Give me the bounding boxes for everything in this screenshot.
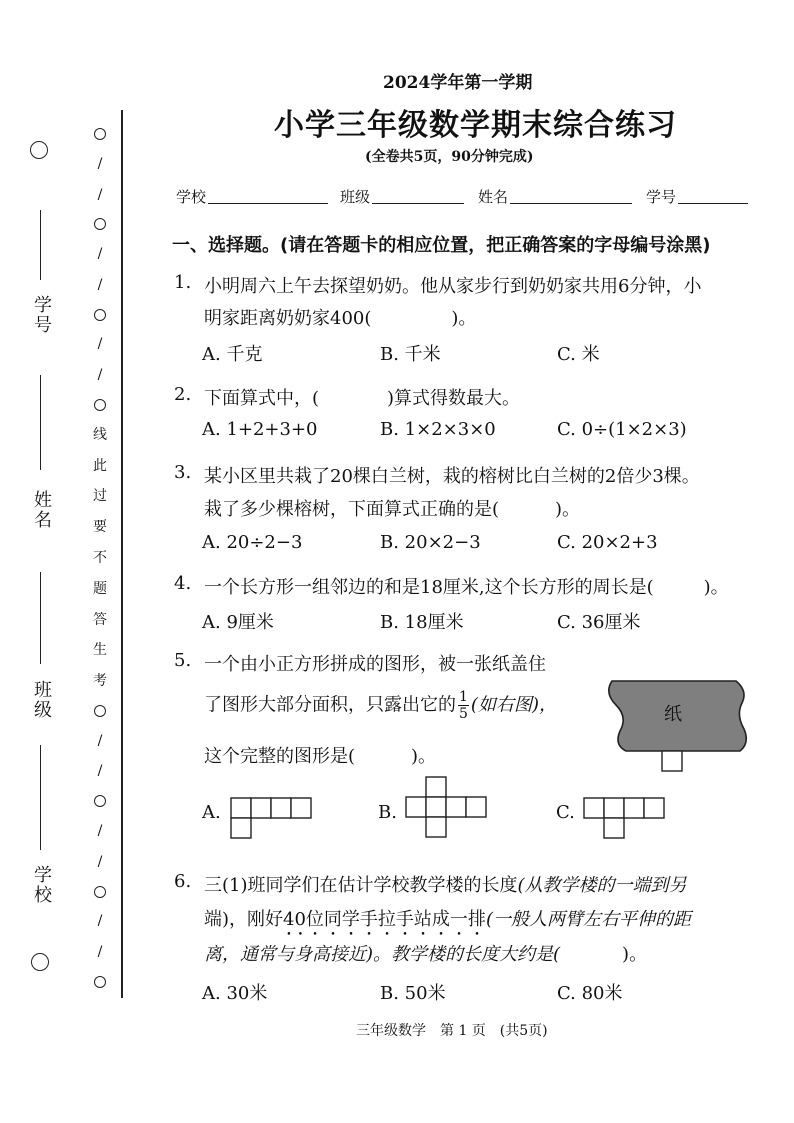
q6-stem-line1: 三(1)班同学们在估计学校教学楼的长度(从教学楼的一端到另 [204, 875, 687, 896]
seal-slash: / [97, 186, 103, 203]
q6-stem-line2: 端)，刚好40位同学手拉手站成一排(一般人两臂左右平伸的距 [204, 909, 691, 930]
q2-option-a[interactable]: A. 1+2+3+0 [202, 419, 318, 440]
seal-slash: / [97, 276, 103, 293]
q6-number: 6. [174, 871, 192, 892]
q4-stem: 一个长方形一组邻边的和是18厘米,这个长方形的周长是( )。 [204, 577, 729, 598]
seal-char: 题 [93, 580, 107, 597]
line-name [40, 375, 41, 470]
q6-option-c[interactable]: C. 80米 [557, 983, 623, 1004]
q5-option-a[interactable]: A. [202, 802, 221, 823]
seal-circle [94, 886, 106, 898]
info-student-id-blank[interactable] [678, 203, 748, 204]
q1-stem-line1: 小明周六上午去探望奶奶。他从家步行到奶奶家共用6分钟，小 [204, 276, 702, 297]
seal-slash: / [97, 913, 103, 930]
seal-char: 答 [93, 611, 107, 628]
info-name-label: 姓名 [478, 188, 509, 206]
seal-slash: / [97, 944, 103, 961]
hole-bottom-circle [31, 953, 49, 971]
seal-char: 不 [93, 549, 107, 566]
q5-stem-line3: 这个完整的图形是( )。 [204, 746, 437, 767]
q5-option-a-figure[interactable] [229, 796, 315, 842]
seal-char: 生 [93, 642, 107, 659]
label-name: 姓名 [31, 490, 52, 530]
seal-slash: / [97, 367, 103, 384]
line-class [40, 572, 41, 664]
seal-line-column [88, 128, 112, 988]
q2-answer-blank[interactable] [319, 390, 387, 404]
q1-option-b[interactable]: B. 千米 [380, 344, 441, 365]
q1-stem-line2: 明家距离奶奶家400( )。 [204, 308, 477, 329]
exam-subtitle: (全卷共5页，90分钟完成) [365, 149, 534, 165]
q6-stem-line3: 离，通常与身高接近)。教学楼的长度大约是( )。 [204, 944, 648, 965]
seal-char: 过 [93, 488, 107, 505]
info-student-id-label: 学号 [646, 188, 677, 206]
line-student-id [40, 210, 41, 280]
q3-option-c[interactable]: C. 20×2+3 [557, 532, 658, 553]
q1-option-a[interactable]: A. 千克 [202, 344, 263, 365]
seal-circle [94, 705, 106, 717]
q5-option-b[interactable]: B. [378, 802, 397, 823]
paper-label: 纸 [664, 704, 682, 725]
q5-stem-line2: 了图形大部分面积，只露出它的 $\frac{1}{5}$ (如右图)， [204, 689, 557, 722]
info-class-label: 班级 [340, 188, 371, 206]
q3-option-b[interactable]: B. 20×2−3 [380, 532, 481, 553]
seal-circle [94, 399, 106, 411]
seal-circle [94, 128, 106, 140]
q5-option-c[interactable]: C. [556, 802, 575, 823]
seal-divider-line [121, 110, 123, 998]
label-school: 学校 [31, 865, 52, 905]
q4-option-c[interactable]: C. 36厘米 [557, 612, 641, 633]
q3-stem-line1: 某小区里共栽了20棵白兰树，栽的榕树比白兰树的2倍少3棵。 [204, 466, 700, 487]
seal-slash: / [97, 763, 103, 780]
seal-circle [94, 976, 106, 988]
q2-option-b[interactable]: B. 1×2×3×0 [380, 419, 496, 440]
q2-option-c[interactable]: C. 0÷(1×2×3) [557, 419, 687, 440]
q4-number: 4. [174, 573, 192, 594]
q3-option-a[interactable]: A. 20÷2−3 [202, 532, 303, 553]
q5-answer-blank[interactable] [355, 748, 411, 762]
seal-slash: / [97, 822, 103, 839]
fraction-one-fifth: $\frac{1}{5}$ [459, 689, 468, 722]
q3-number: 3. [174, 462, 192, 483]
seal-slash: / [97, 246, 103, 263]
q1-number: 1. [174, 272, 192, 293]
seal-circle [94, 309, 106, 321]
exam-term: 2024学年第一学期 [383, 73, 533, 93]
q3-answer-blank[interactable] [499, 501, 555, 515]
q4-option-a[interactable]: A. 9厘米 [202, 612, 274, 633]
info-class-blank[interactable] [372, 203, 464, 204]
seal-slash: / [97, 155, 103, 172]
info-school-blank[interactable] [208, 203, 328, 204]
info-name-blank[interactable] [510, 203, 632, 204]
q5-stem-line1: 一个由小正方形拼成的图形，被一张纸盖住 [204, 654, 546, 675]
q5-option-b-figure[interactable] [404, 775, 490, 841]
q5-option-c-figure[interactable] [582, 796, 668, 842]
q3-stem-line2: 栽了多少棵榕树，下面算式正确的是( )。 [204, 499, 581, 520]
q5-number: 5. [174, 650, 192, 671]
q6-option-b[interactable]: B. 50米 [380, 983, 446, 1004]
seal-slash: / [97, 336, 103, 353]
section-title: 一、选择题。(请在答题卡的相应位置，把正确答案的字母编号涂黑) [172, 235, 711, 256]
seal-slash: / [97, 732, 103, 749]
label-class: 班级 [31, 680, 52, 720]
exposed-square [662, 751, 682, 771]
q1-option-c[interactable]: C. 米 [557, 344, 600, 365]
seal-circle [94, 795, 106, 807]
q6-answer-blank[interactable] [560, 946, 622, 960]
q4-answer-blank[interactable] [654, 579, 704, 593]
q4-option-b[interactable]: B. 18厘米 [380, 612, 464, 633]
label-student-id: 学号 [31, 295, 52, 335]
page-footer: 三年级数学 第 1 页 (共5页) [356, 1023, 548, 1039]
seal-char: 考 [93, 673, 107, 690]
line-school [40, 745, 41, 850]
seal-char: 要 [93, 519, 107, 536]
q2-stem: 下面算式中，( )算式得数最大。 [204, 388, 521, 409]
seal-char: 线 [93, 426, 107, 443]
page-title: 小学三年级数学期末综合练习 [274, 108, 677, 143]
seal-slash: / [97, 853, 103, 870]
q6-option-a[interactable]: A. 30米 [202, 983, 268, 1004]
q1-answer-blank[interactable] [371, 310, 451, 324]
seal-circle [94, 218, 106, 230]
hole-top-circle [30, 141, 48, 159]
seal-char: 此 [93, 457, 107, 474]
q2-number: 2. [174, 384, 192, 405]
info-school-label: 学校 [176, 188, 207, 206]
